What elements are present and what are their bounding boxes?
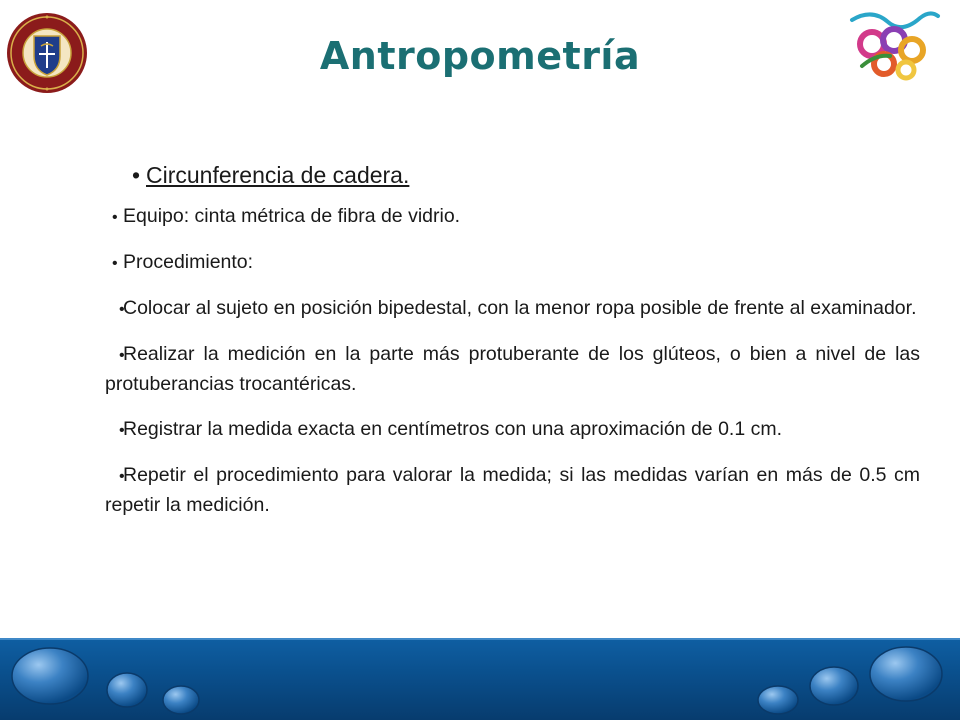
bullet-icon: •	[119, 347, 125, 364]
slide-title: Antropometría	[319, 34, 641, 78]
colorful-dna-logo-icon	[842, 6, 942, 82]
list-item	[112, 248, 920, 278]
list-item	[112, 202, 920, 232]
item-text: Registrar la medida exacta en centímetros con una aproximación de 0.1 cm.	[123, 418, 783, 440]
heading-bullet	[132, 160, 920, 190]
bullet-icon: •	[119, 468, 125, 485]
bullet-icon: •	[119, 422, 125, 439]
item-text: Equipo: cinta métrica de fibra de vidrio.	[123, 205, 461, 227]
list-item	[105, 415, 920, 445]
list-item	[105, 340, 920, 399]
list-item	[105, 294, 920, 324]
bubbles-decoration-icon	[0, 638, 960, 720]
bullet-icon: •	[112, 209, 118, 226]
item-text: Colocar al sujeto en posición bipedestal, con la menor ropa posible de frente al examinador.	[123, 297, 917, 319]
section-heading: Circunferencia de cadera.	[146, 162, 410, 188]
item-text: Repetir el procedimiento para valorar la medida; si las medidas varían en más de 0.5 cm repetir la medición.	[105, 464, 920, 516]
slide-content	[105, 160, 920, 536]
list-item	[105, 461, 920, 520]
item-text: Procedimiento:	[123, 251, 254, 273]
bullet-icon: •	[132, 162, 141, 188]
bullet-icon: •	[112, 255, 118, 272]
item-text: Realizar la medición en la parte más protuberante de los glúteos, o bien a nivel de las protuberancias trocantéricas.	[105, 343, 920, 395]
bullet-icon: •	[119, 301, 125, 318]
